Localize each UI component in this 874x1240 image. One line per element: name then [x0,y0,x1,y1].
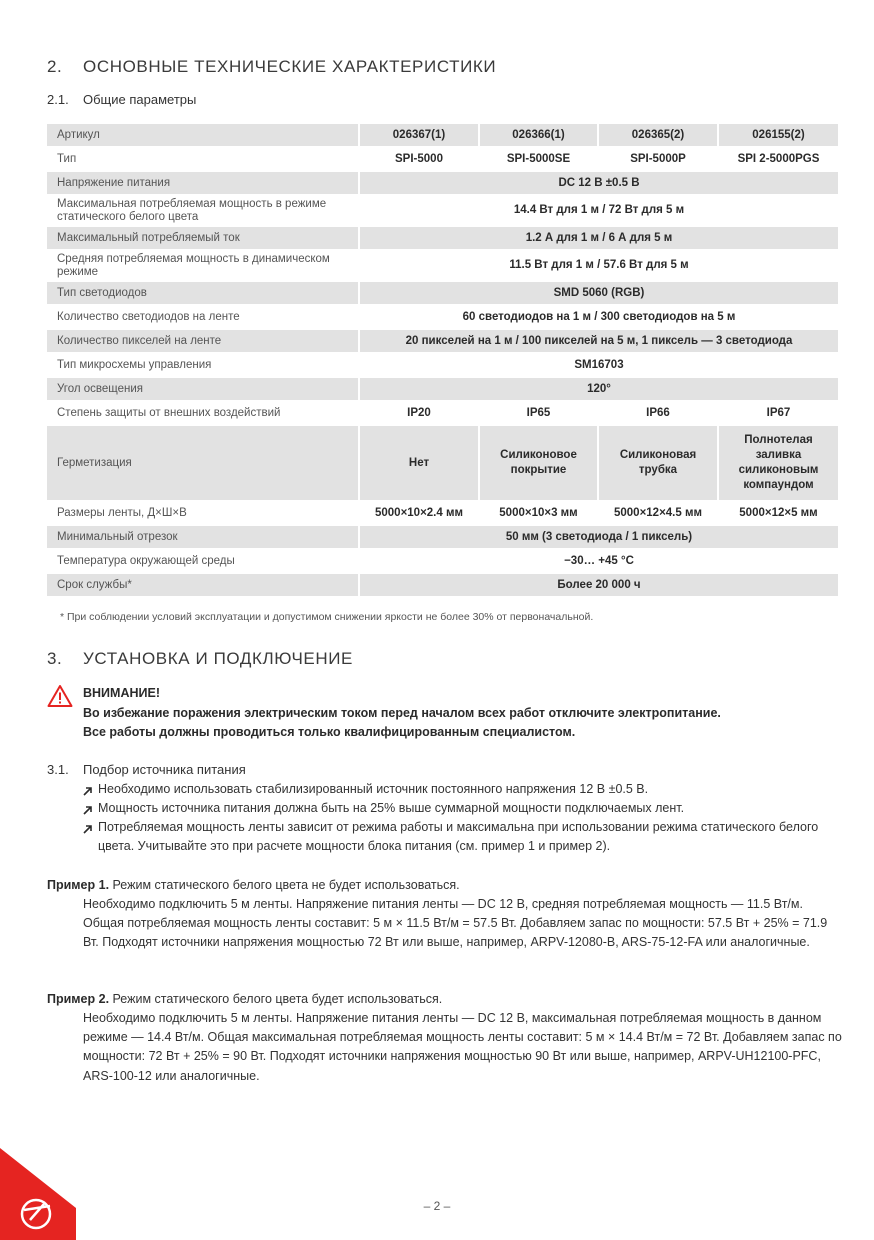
row-label: Размеры ленты, Д×Ш×В [47,502,360,526]
table-row-max-current [47,227,838,251]
row-label: Угол освещения [47,378,360,402]
subsection-2-1-title: Общие параметры [83,92,197,107]
table-cell: −30… +45 °C [360,550,838,574]
row-label: Артикул [47,124,360,148]
row-label: Напряжение питания [47,172,360,196]
brand-logo-corner [0,1148,80,1240]
table-row-min-cut [47,526,838,550]
warning-title: ВНИМАНИЕ! [83,686,160,700]
table-cell: 60 светодиодов на 1 м / 300 светодиодов на 5 м [360,306,838,330]
table-cell: 026367(1) [360,124,480,148]
row-label: Герметизация [47,426,360,502]
section-3-text: УСТАНОВКА И ПОДКЛЮЧЕНИЕ [83,649,353,668]
table-row-chip [47,354,838,378]
table-cell: 5000×12×4.5 мм [599,502,719,526]
section-2-title [47,57,496,77]
row-label: Максимальная потребляемая мощность в режиме статического белого цвета [47,196,360,227]
table-cell: Полнотелая заливка силиконовым компаундом [719,426,838,502]
table-cell: 14.4 Вт для 1 м / 72 Вт для 5 м [360,196,838,227]
table-row-maxpower-static [47,196,838,227]
table-row-avg-power [47,251,838,282]
row-label: Тип микросхемы управления [47,354,360,378]
row-label: Минимальный отрезок [47,526,360,550]
table-cell: SPI 2-5000PGS [719,148,838,172]
warning-line-1: Во избежание поражения электрическим током перед началом всех работ отключите электропитание. [83,706,721,720]
warning-line-2: Все работы должны проводиться только квалифицированным специалистом. [83,725,576,739]
table-cell: SPI-5000 [360,148,480,172]
section-2-number: 2. [47,57,63,76]
section-2-text: ОСНОВНЫЕ ТЕХНИЧЕСКИЕ ХАРАКТЕРИСТИКИ [83,57,497,76]
table-cell: 1.2 А для 1 м / 6 А для 5 м [360,227,838,251]
table-row-ip [47,402,838,426]
table-row-led-type [47,282,838,306]
table-cell: IP65 [480,402,599,426]
table-cell: Силиконовая трубка [599,426,719,502]
list-item: Потребляемая мощность ленты зависит от режима работы и максимальна при использовании режима статического белого цвета. Учитывайте это при расчете мощности блока питания (см. пример 1 и пример 2). [98,820,819,853]
row-label: Количество светодиодов на ленте [47,306,360,330]
table-cell: Нет [360,426,480,502]
table-cell: IP67 [719,402,838,426]
table-cell: SMD 5060 (RGB) [360,282,838,306]
example-2-body: Необходимо подключить 5 м ленты. Напряжение питания ленты — DC 12 В, максимальная потребляемая мощность в данном режиме — 14.4 Вт/м. Общая максимальная потребляемая мощность ленты составит: 5 м × 14.4 Вт/м = 72 Вт. Добавляем запас по мощности: 72 Вт + 25% = 90 Вт. Подходят источники напряжения мощностью 90 Вт или выше, например, ARPV-UH12100-PFC, ARS-100-12 или аналогичные. [83,1011,842,1083]
table-row-voltage [47,172,838,196]
table-cell: 026365(2) [599,124,719,148]
section-3-title [47,649,353,669]
table-cell: SPI-5000P [599,148,719,172]
table-row-type [47,148,838,172]
subsection-3-1 [47,762,246,777]
page-number: – 2 – [423,1199,451,1213]
table-cell: 11.5 Вт для 1 м / 57.6 Вт для 5 м [360,251,838,282]
table-row-pixel-count [47,330,838,354]
table-cell: 026366(1) [480,124,599,148]
row-label: Срок службы* [47,574,360,598]
table-cell: Более 20 000 ч [360,574,838,598]
row-label: Максимальный потребляемый ток [47,227,360,251]
example-2-heading [47,990,442,1009]
table-row-size [47,502,838,526]
table-cell: 120° [360,378,838,402]
row-label: Средняя потребляемая мощность в динамическом режиме [47,251,360,282]
table-row-temp [47,550,838,574]
table-cell: 20 пикселей на 1 м / 100 пикселей на 5 м, 1 пиксель — 3 светодиода [360,330,838,354]
subsection-3-1-title: Подбор источника питания [83,762,246,777]
table-row-angle [47,378,838,402]
row-label: Количество пикселей на ленте [47,330,360,354]
table-cell: 50 мм (3 светодиода / 1 пиксель) [360,526,838,550]
arrow-bullet-icon [82,785,94,797]
table-row-sealing [47,426,838,502]
specs-table [47,124,838,598]
example-2-label: Пример 2. [47,992,110,1006]
table-cell: 5000×12×5 мм [719,502,838,526]
table-row-article [47,124,838,148]
table-cell: 5000×10×2.4 мм [360,502,480,526]
row-label: Тип светодиодов [47,282,360,306]
example-1-heading [47,876,460,895]
row-label: Тип [47,148,360,172]
table-cell: Силиконовое покрытие [480,426,599,502]
subsection-2-1 [47,92,196,107]
example-1-lead: Режим статического белого цвета не будет использоваться. [109,878,460,892]
row-label: Температура окружающей среды [47,550,360,574]
table-cell: IP20 [360,402,480,426]
example-1-body: Необходимо подключить 5 м ленты. Напряжение питания ленты — DC 12 В, средняя потребляемая мощность — 11.5 Вт/м. Общая потребляемая мощность ленты составит: 5 м × 11.5 Вт/м = 57.5 Вт. Добавляем запас по мощности: 57.5 Вт + 25% = 71.9 Вт. Подходят источники напряжения мощностью 72 Вт или выше, например, ARPV-12080-B, ARS-75-12-FA или аналогичные. [83,897,828,950]
table-row-led-count [47,306,838,330]
table-row-life [47,574,838,598]
table-footnote: * При соблюдении условий эксплуатации и допустимом снижении яркости не более 30% от первоначальной. [60,611,594,623]
list-item: Необходимо использовать стабилизированный источник постоянного напряжения 12 В ±0.5 В. [98,782,649,796]
arrow-bullet-icon [82,804,94,816]
warning-triangle-icon [47,684,73,708]
table-cell: SM16703 [360,354,838,378]
example-1-label: Пример 1. [47,878,110,892]
table-cell: 026155(2) [719,124,838,148]
table-cell: IP66 [599,402,719,426]
table-cell: 5000×10×3 мм [480,502,599,526]
arrow-bullet-icon [82,823,94,835]
table-cell: DC 12 В ±0.5 В [360,172,838,196]
subsection-2-1-number: 2.1. [47,92,69,107]
section-3-number: 3. [47,649,63,668]
subsection-3-1-number: 3.1. [47,762,69,777]
row-label: Степень защиты от внешних воздействий [47,402,360,426]
example-2-lead: Режим статического белого цвета будет использоваться. [109,992,443,1006]
table-cell: SPI-5000SE [480,148,599,172]
list-item: Мощность источника питания должна быть на 25% выше суммарной мощности подключаемых лент. [98,801,685,815]
